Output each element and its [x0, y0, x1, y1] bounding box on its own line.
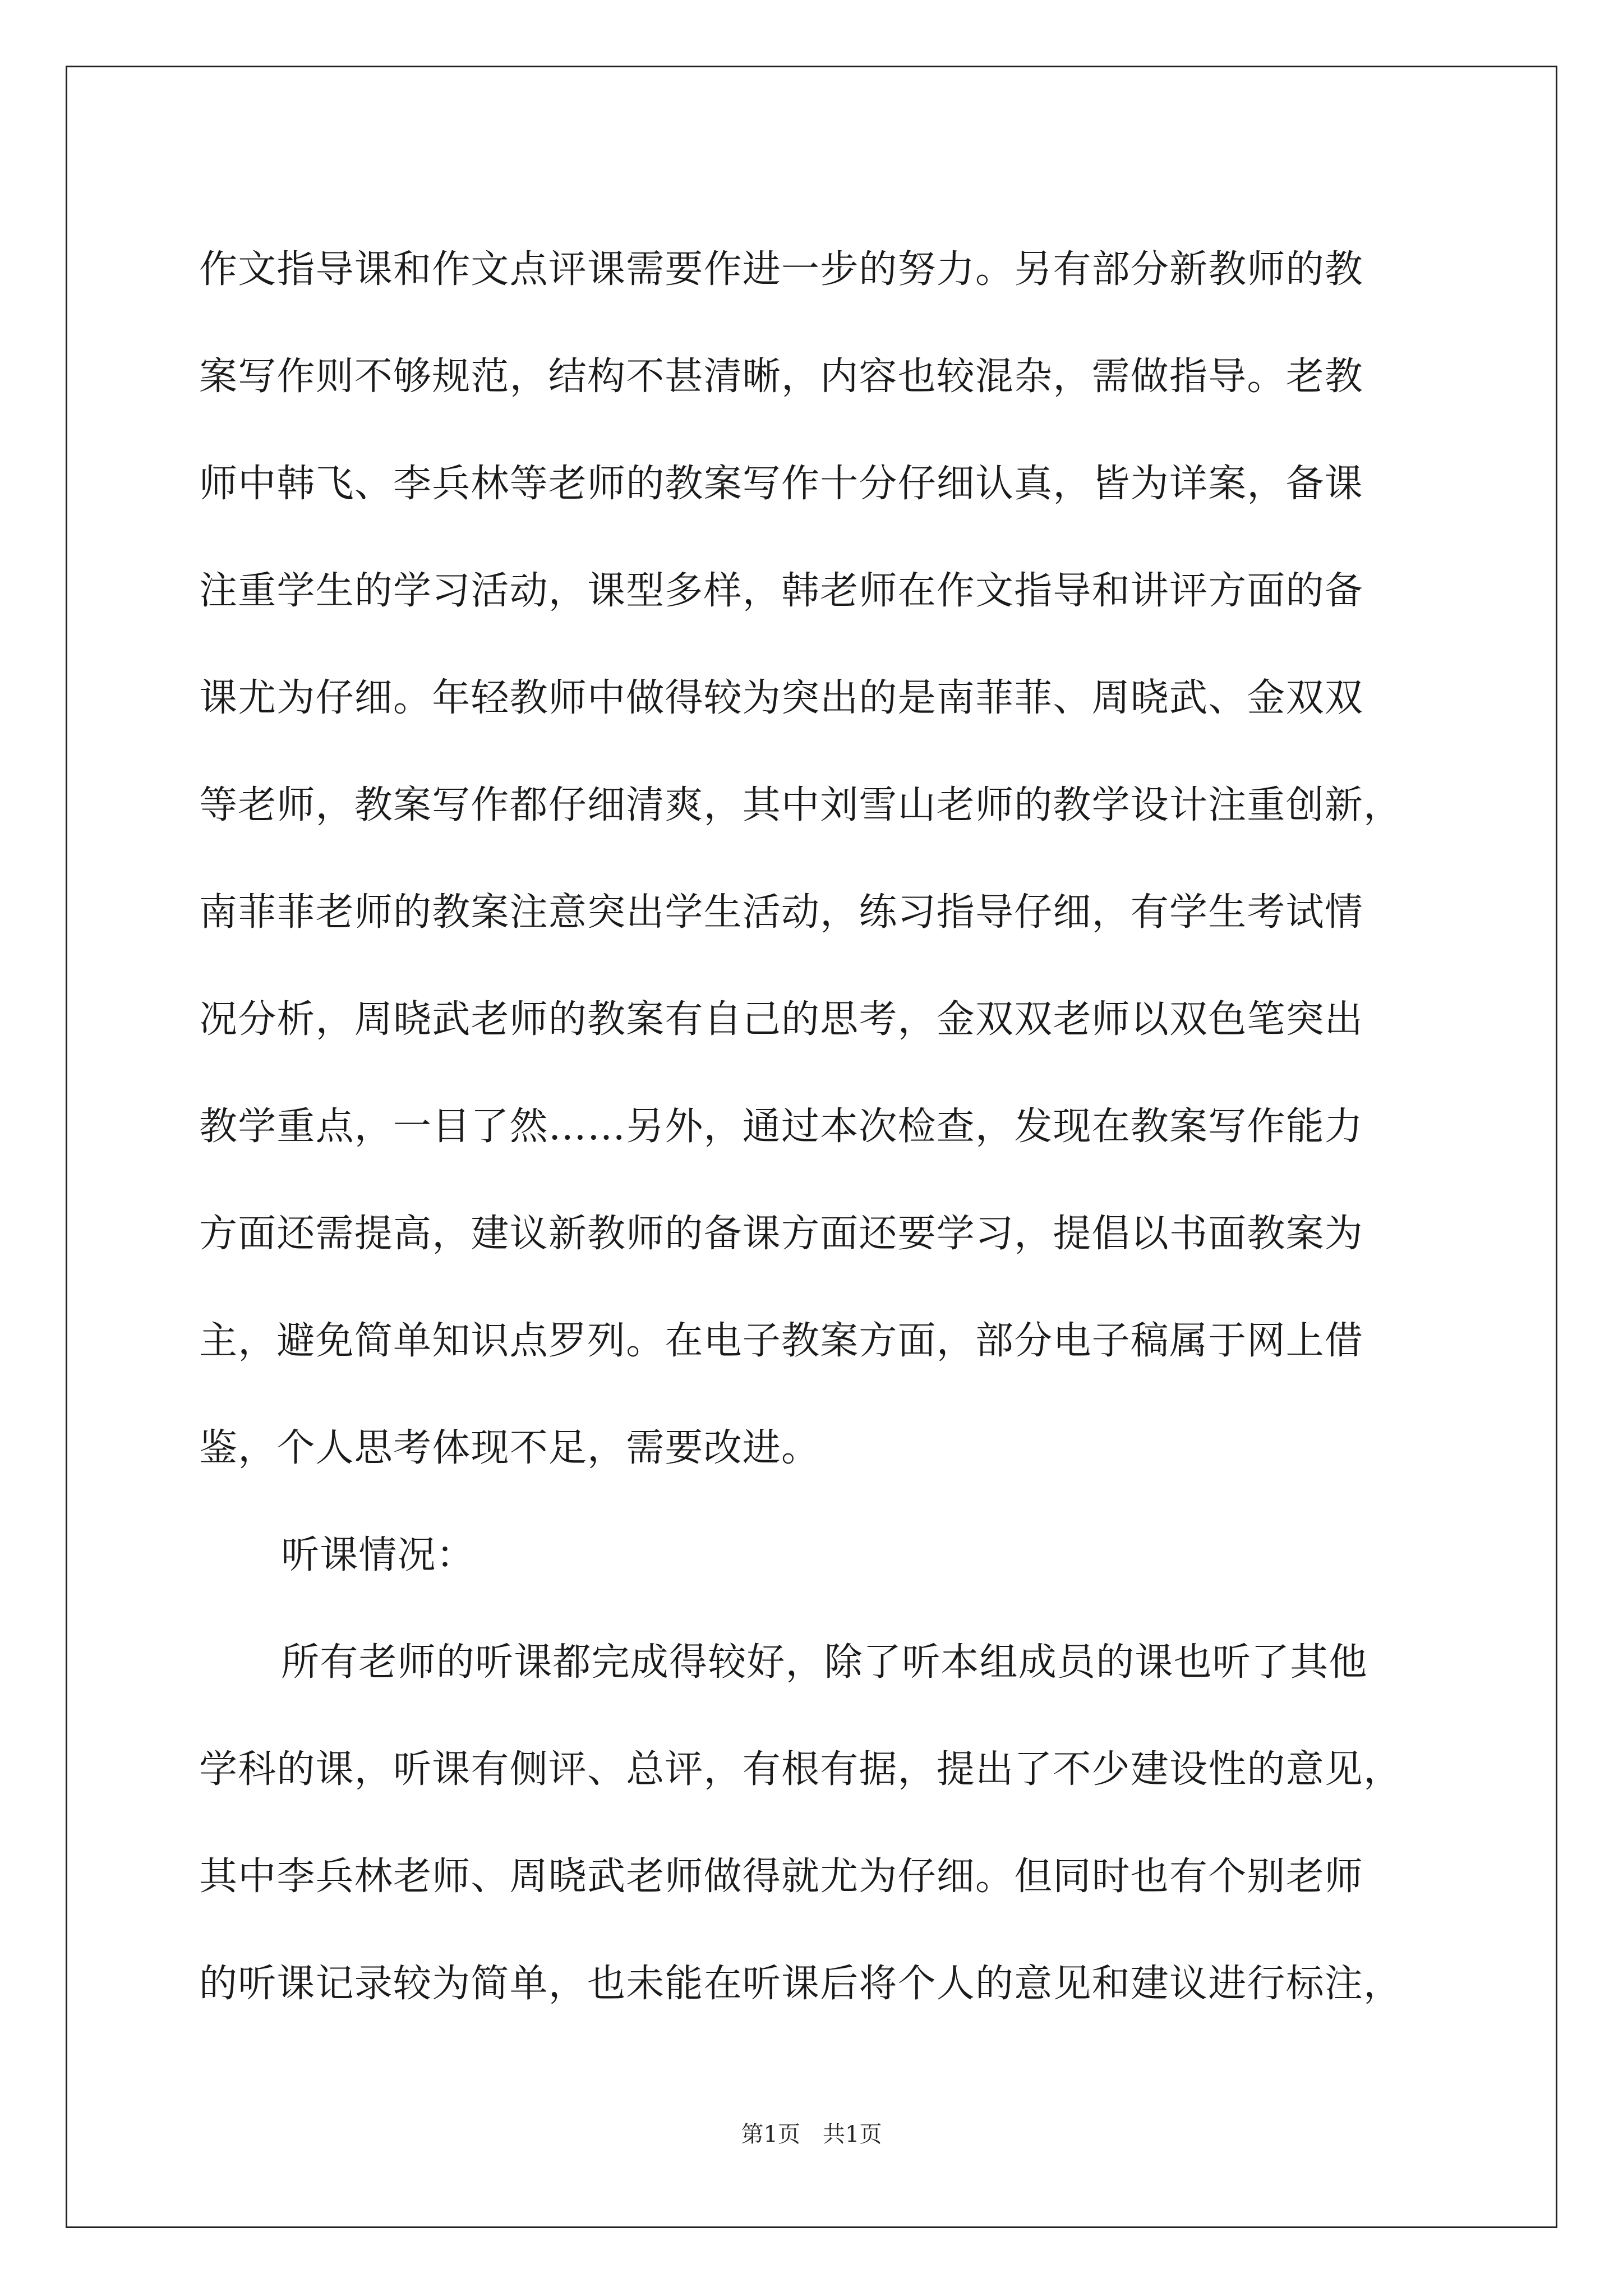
text-line: 南菲菲老师的教案注意突出学生活动，练习指导仔细，有学生考试情	[199, 890, 1364, 935]
text-line: 课尤为仔细。年轻教师中做得较为突出的是南菲菲、周晓武、金双双	[199, 676, 1364, 720]
text-line: 况分析，周晓武老师的教案有自己的思考，金双双老师以双色笔突出	[199, 997, 1364, 1042]
text-line: 鉴，个人思考体现不足，需要改进。	[199, 1426, 820, 1470]
text-line: 的听课记录较为简单，也未能在听课后将个人的意见和建议进行标注，	[199, 1962, 1403, 2006]
text-line: 教学重点，一目了然……另外，通过本次检查，发现在教案写作能力	[199, 1105, 1364, 1149]
text-line: 作文指导课和作文点评课需要作进一步的努力。另有部分新教师的教	[199, 247, 1364, 292]
text-line: 主，避免简单知识点罗列。在电子教案方面，部分电子稿属于网上借	[199, 1319, 1364, 1363]
document-body	[199, 216, 1433, 2037]
page-footer: 第1页 共1页	[741, 2122, 882, 2147]
section-heading: 听课情况：	[281, 1533, 476, 1577]
text-line: 案写作则不够规范，结构不甚清晰，内容也较混杂，需做指导。老教	[199, 355, 1364, 399]
text-line: 师中韩飞、李兵林等老师的教案写作十分仔细认真，皆为详案，备课	[199, 462, 1364, 506]
text-line: 方面还需提高，建议新教师的备课方面还要学习，提倡以书面教案为	[199, 1212, 1364, 1256]
paragraph-first-line: 所有老师的听课都完成得较好，除了听本组成员的课也听了其他	[281, 1640, 1368, 1685]
text-line: 注重学生的学习活动，课型多样，韩老师在作文指导和讲评方面的备	[199, 569, 1364, 613]
text-line: 其中李兵林老师、周晓武老师做得就尤为仔细。但同时也有个别老师	[199, 1855, 1364, 1899]
text-line: 等老师，教案写作都仔细清爽，其中刘雪山老师的教学设计注重创新，	[199, 783, 1403, 827]
text-line: 学科的课，听课有侧评、总评，有根有据，提出了不少建设性的意见，	[199, 1747, 1403, 1792]
